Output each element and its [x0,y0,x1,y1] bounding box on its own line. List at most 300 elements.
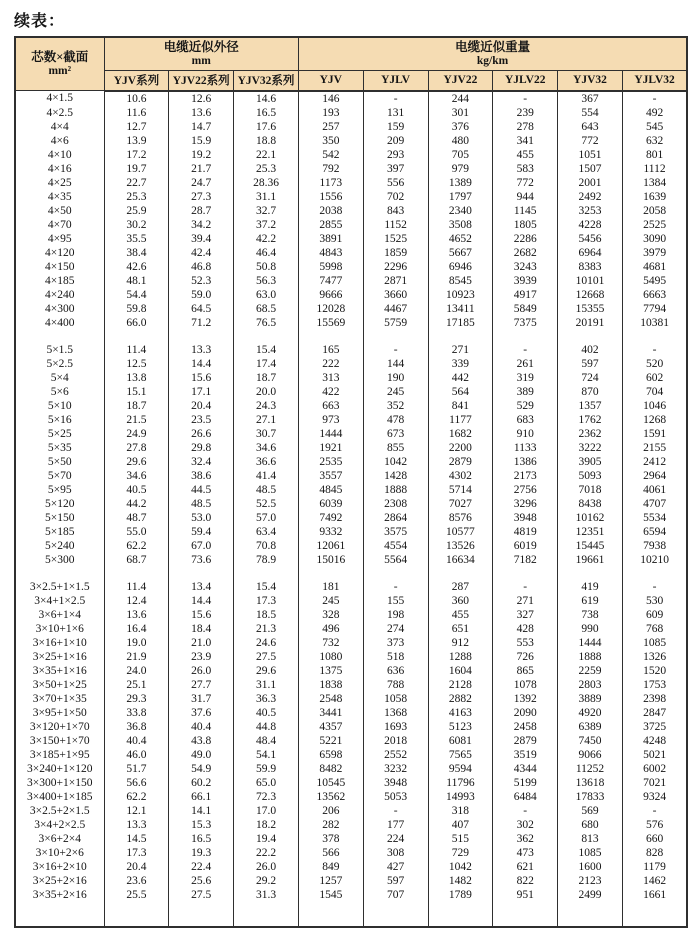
value-cell: 62.2 [104,790,169,804]
value-cell: - [363,343,428,357]
value-cell: 7027 [428,497,493,511]
value-cell: 597 [558,357,623,371]
value-cell: 68.7 [104,553,169,567]
value-cell: 5093 [558,469,623,483]
value-cell: 27.7 [169,678,234,692]
value-cell: 4163 [428,706,493,720]
value-cell: 3889 [558,692,623,706]
value-cell: 944 [493,190,558,204]
empty-cell [234,902,299,927]
value-cell: 530 [622,594,687,608]
spec-cell: 3×35+2×16 [15,888,104,902]
value-cell: 1368 [363,706,428,720]
value-cell: 15569 [298,316,363,330]
table-row [15,636,687,650]
value-cell: 3891 [298,232,363,246]
value-cell: 912 [428,636,493,650]
value-cell: 636 [363,664,428,678]
value-cell: 1462 [622,874,687,888]
value-cell: 683 [493,413,558,427]
value-cell: 1386 [493,455,558,469]
table-row [15,246,687,260]
value-cell: 9324 [622,790,687,804]
value-cell: 2458 [493,720,558,734]
value-cell: 12.4 [104,594,169,608]
value-cell: 553 [493,636,558,650]
value-cell: 772 [558,134,623,148]
value-cell: 54.9 [169,762,234,776]
value-cell: 2001 [558,176,623,190]
value-cell: 40.5 [234,706,299,720]
value-cell: 2090 [493,706,558,720]
table-row [15,846,687,860]
value-cell: 308 [363,846,428,860]
table-row [15,204,687,218]
value-cell: 3232 [363,762,428,776]
value-cell: 21.0 [169,636,234,650]
value-cell: 22.1 [234,148,299,162]
value-cell: 768 [622,622,687,636]
value-cell: 1392 [493,692,558,706]
value-cell: 28.7 [169,204,234,218]
value-cell: 25.9 [104,204,169,218]
group-header-weight [298,37,687,70]
value-cell: 48.5 [169,497,234,511]
value-cell: 2412 [622,455,687,469]
value-cell: 3948 [493,511,558,525]
value-cell: 726 [493,650,558,664]
value-cell: 14.5 [104,832,169,846]
value-cell: 15.6 [169,608,234,622]
value-cell: 5534 [622,511,687,525]
value-cell: 422 [298,385,363,399]
value-cell: 4467 [363,302,428,316]
table-row [15,525,687,539]
spec-cell: 4×1.5 [15,91,104,106]
spec-cell: 4×16 [15,162,104,176]
value-cell: 29.2 [234,874,299,888]
spec-cell: 4×2.5 [15,106,104,120]
value-cell: 2398 [622,692,687,706]
value-cell: 4357 [298,720,363,734]
spec-cell: 3×10+1×6 [15,622,104,636]
table-header [15,37,687,91]
value-cell: 732 [298,636,363,650]
value-cell: 3660 [363,288,428,302]
value-cell: 724 [558,371,623,385]
value-cell: 24.9 [104,427,169,441]
value-cell: 26.0 [169,664,234,678]
spec-cell: 3×6+1×4 [15,608,104,622]
value-cell: 1556 [298,190,363,204]
value-cell: 5714 [428,483,493,497]
empty-cell [104,902,169,927]
value-cell: 8482 [298,762,363,776]
spec-cell: 3×2.5+2×1.5 [15,804,104,818]
value-cell: - [363,804,428,818]
spec-cell: 4×50 [15,204,104,218]
value-cell: 7450 [558,734,623,748]
value-cell: 5667 [428,246,493,260]
value-cell: 1604 [428,664,493,678]
spec-cell: 5×95 [15,483,104,497]
value-cell: 3508 [428,218,493,232]
value-cell: 14.1 [169,804,234,818]
value-cell: 16.5 [234,106,299,120]
value-cell: 12.5 [104,357,169,371]
value-cell: 673 [363,427,428,441]
value-cell: 12668 [558,288,623,302]
value-cell: 1753 [622,678,687,692]
table-row [15,511,687,525]
column-header-yjv-series: YJV系列 [104,70,169,91]
value-cell: 378 [298,832,363,846]
value-cell: 206 [298,804,363,818]
value-cell: 19.3 [169,846,234,860]
value-cell: 33.8 [104,706,169,720]
value-cell: 17.4 [234,357,299,371]
value-cell: 224 [363,832,428,846]
group-header-row [15,37,687,70]
value-cell: 13.9 [104,134,169,148]
value-cell: 2362 [558,427,623,441]
value-cell: 2682 [493,246,558,260]
column-header-yjv32-series: YJV32系列 [234,70,299,91]
value-cell: 19.0 [104,636,169,650]
value-cell: 10381 [622,316,687,330]
value-cell: 427 [363,860,428,874]
value-cell: 1789 [428,888,493,902]
value-cell: 11.4 [104,580,169,594]
value-cell: 46.4 [234,246,299,260]
value-cell: 78.9 [234,553,299,567]
value-cell: 870 [558,385,623,399]
value-cell: 31.1 [234,678,299,692]
value-cell: 4228 [558,218,623,232]
value-cell: 367 [558,91,623,106]
value-cell: 181 [298,580,363,594]
value-cell: 849 [298,860,363,874]
spec-cell: 5×50 [15,455,104,469]
spec-cell: 3×25+2×16 [15,874,104,888]
value-cell: 26.0 [234,860,299,874]
table-row [15,399,687,413]
value-cell: 48.4 [234,734,299,748]
value-cell: 52.3 [169,274,234,288]
value-cell: 542 [298,148,363,162]
value-cell: 5199 [493,776,558,790]
value-cell: 1600 [558,860,623,874]
value-cell: 12061 [298,539,363,553]
value-cell: 951 [493,888,558,902]
value-cell: - [493,580,558,594]
value-cell: 25.6 [169,874,234,888]
value-cell: 3905 [558,455,623,469]
empty-cell [15,330,104,343]
value-cell: 496 [298,622,363,636]
value-cell: 245 [363,385,428,399]
value-cell: 2155 [622,441,687,455]
table-body [15,91,687,927]
value-cell: 16.4 [104,622,169,636]
value-cell: 772 [493,176,558,190]
value-cell: 376 [428,120,493,134]
value-cell: 57.0 [234,511,299,525]
spec-cell: 4×25 [15,176,104,190]
value-cell: 2308 [363,497,428,511]
value-cell: 2879 [428,455,493,469]
value-cell: 704 [622,385,687,399]
value-cell: 7565 [428,748,493,762]
spec-cell: 4×4 [15,120,104,134]
value-cell: 632 [622,134,687,148]
empty-cell [169,330,234,343]
spec-cell: 3×6+2×4 [15,832,104,846]
value-cell: 1545 [298,888,363,902]
value-cell: 70.8 [234,539,299,553]
value-cell: 813 [558,832,623,846]
value-cell: 389 [493,385,558,399]
table-row [15,148,687,162]
value-cell: 31.1 [234,190,299,204]
value-cell: 21.3 [234,622,299,636]
value-cell: 478 [363,413,428,427]
value-cell: 792 [298,162,363,176]
value-cell: 68.5 [234,302,299,316]
table-row [15,427,687,441]
value-cell: 9332 [298,525,363,539]
value-cell: 3939 [493,274,558,288]
value-cell: 2525 [622,218,687,232]
value-cell: 6964 [558,246,623,260]
value-cell: 729 [428,846,493,860]
corner-header-unit: mm² [48,65,72,78]
value-cell: 319 [493,371,558,385]
value-cell: 39.4 [169,232,234,246]
value-cell: 9666 [298,288,363,302]
value-cell: 59.4 [169,525,234,539]
cable-spec-table [14,36,688,928]
value-cell: 2871 [363,274,428,288]
value-cell: 350 [298,134,363,148]
value-cell: 1112 [622,162,687,176]
table-row [15,734,687,748]
value-cell: 34.6 [104,469,169,483]
value-cell: 973 [298,413,363,427]
value-cell: 14.4 [169,357,234,371]
value-cell: 352 [363,399,428,413]
value-cell: 19661 [558,553,623,567]
value-cell: 545 [622,120,687,134]
value-cell: 8438 [558,497,623,511]
page-title: 续表： [14,13,66,30]
value-cell: 8576 [428,511,493,525]
group-diameter-label: 电缆近似外径 [163,40,239,54]
value-cell: 3222 [558,441,623,455]
value-cell: 13526 [428,539,493,553]
spec-cell: 3×240+1×120 [15,762,104,776]
value-cell: 2548 [298,692,363,706]
value-cell: 209 [363,134,428,148]
value-cell: 1288 [428,650,493,664]
value-cell: 520 [622,357,687,371]
table-row [15,413,687,427]
corner-header [15,37,104,91]
table-row [15,302,687,316]
value-cell: 62.2 [104,539,169,553]
value-cell: 293 [363,148,428,162]
value-cell: 1389 [428,176,493,190]
value-cell: - [493,91,558,106]
value-cell: 53.0 [169,511,234,525]
value-cell: 327 [493,608,558,622]
value-cell: 313 [298,371,363,385]
value-cell: 2058 [622,204,687,218]
group-weight-unit: kg/km [476,55,509,67]
value-cell: 339 [428,357,493,371]
value-cell: 865 [493,664,558,678]
value-cell: 29.6 [104,455,169,469]
spec-cell: 5×16 [15,413,104,427]
value-cell: 144 [363,357,428,371]
value-cell: 518 [363,650,428,664]
table-row [15,190,687,204]
value-cell: - [622,804,687,818]
value-cell: 22.2 [234,846,299,860]
table-row [15,818,687,832]
value-cell: 13411 [428,302,493,316]
value-cell: 1145 [493,204,558,218]
value-cell: 2552 [363,748,428,762]
value-cell: 18.5 [234,608,299,622]
value-cell: 1520 [622,664,687,678]
value-cell: 30.2 [104,218,169,232]
value-cell: 13.8 [104,371,169,385]
table-row [15,874,687,888]
spec-cell: 3×50+1×25 [15,678,104,692]
value-cell: 1428 [363,469,428,483]
table-row [15,134,687,148]
value-cell: 56.6 [104,776,169,790]
table-row [15,608,687,622]
value-cell: 2499 [558,888,623,902]
value-cell: 16634 [428,553,493,567]
section-gap-row [15,567,687,580]
value-cell: 72.3 [234,790,299,804]
value-cell: 59.0 [169,288,234,302]
value-cell: 6389 [558,720,623,734]
value-cell: 301 [428,106,493,120]
value-cell: 1051 [558,148,623,162]
value-cell: 1682 [428,427,493,441]
table-row [15,888,687,902]
table-row [15,441,687,455]
value-cell: 554 [558,106,623,120]
value-cell: 2128 [428,678,493,692]
spec-cell: 3×70+1×35 [15,692,104,706]
spec-cell: 5×4 [15,371,104,385]
value-cell: 1042 [428,860,493,874]
empty-cell [558,330,623,343]
value-cell: 910 [493,427,558,441]
table-row [15,762,687,776]
value-cell: 21.5 [104,413,169,427]
value-cell: 1797 [428,190,493,204]
value-cell: 3296 [493,497,558,511]
value-cell: 397 [363,162,428,176]
value-cell: 1384 [622,176,687,190]
spec-cell: 3×25+1×16 [15,650,104,664]
spec-cell: 3×185+1×95 [15,748,104,762]
value-cell: 11252 [558,762,623,776]
value-cell: 10210 [622,553,687,567]
value-cell: 23.9 [169,650,234,664]
table-row [15,483,687,497]
value-cell: 24.3 [234,399,299,413]
value-cell: 18.7 [234,371,299,385]
value-cell: 18.2 [234,818,299,832]
value-cell: 11.4 [104,343,169,357]
value-cell: 19.7 [104,162,169,176]
value-cell: 4707 [622,497,687,511]
value-cell: 67.0 [169,539,234,553]
empty-cell [493,567,558,580]
value-cell: 48.5 [234,483,299,497]
value-cell: 705 [428,148,493,162]
table-row [15,232,687,246]
value-cell: 6019 [493,539,558,553]
value-cell: 990 [558,622,623,636]
value-cell: 473 [493,846,558,860]
value-cell: 12.7 [104,120,169,134]
empty-cell [622,330,687,343]
value-cell: 17.3 [104,846,169,860]
empty-cell [234,330,299,343]
value-cell: 1179 [622,860,687,874]
value-cell: 643 [558,120,623,134]
value-cell: 1507 [558,162,623,176]
value-cell: 4843 [298,246,363,260]
spec-cell: 3×10+2×6 [15,846,104,860]
spec-cell: 4×70 [15,218,104,232]
spec-cell: 3×4+1×2.5 [15,594,104,608]
value-cell: 5456 [558,232,623,246]
value-cell: 2803 [558,678,623,692]
value-cell: - [622,91,687,106]
value-cell: 15355 [558,302,623,316]
table-row [15,357,687,371]
value-cell: 13618 [558,776,623,790]
value-cell: 6002 [622,762,687,776]
value-cell: 2296 [363,260,428,274]
table-row [15,371,687,385]
value-cell: 18.4 [169,622,234,636]
value-cell: 12.1 [104,804,169,818]
value-cell: 822 [493,874,558,888]
value-cell: 38.6 [169,469,234,483]
value-cell: 428 [493,622,558,636]
value-cell: 7018 [558,483,623,497]
value-cell: 43.8 [169,734,234,748]
value-cell: 7938 [622,539,687,553]
value-cell: 3243 [493,260,558,274]
value-cell: 14.4 [169,594,234,608]
value-cell: 59.9 [234,762,299,776]
table-row [15,594,687,608]
table-row [15,650,687,664]
value-cell: 23.5 [169,413,234,427]
table-row [15,469,687,483]
